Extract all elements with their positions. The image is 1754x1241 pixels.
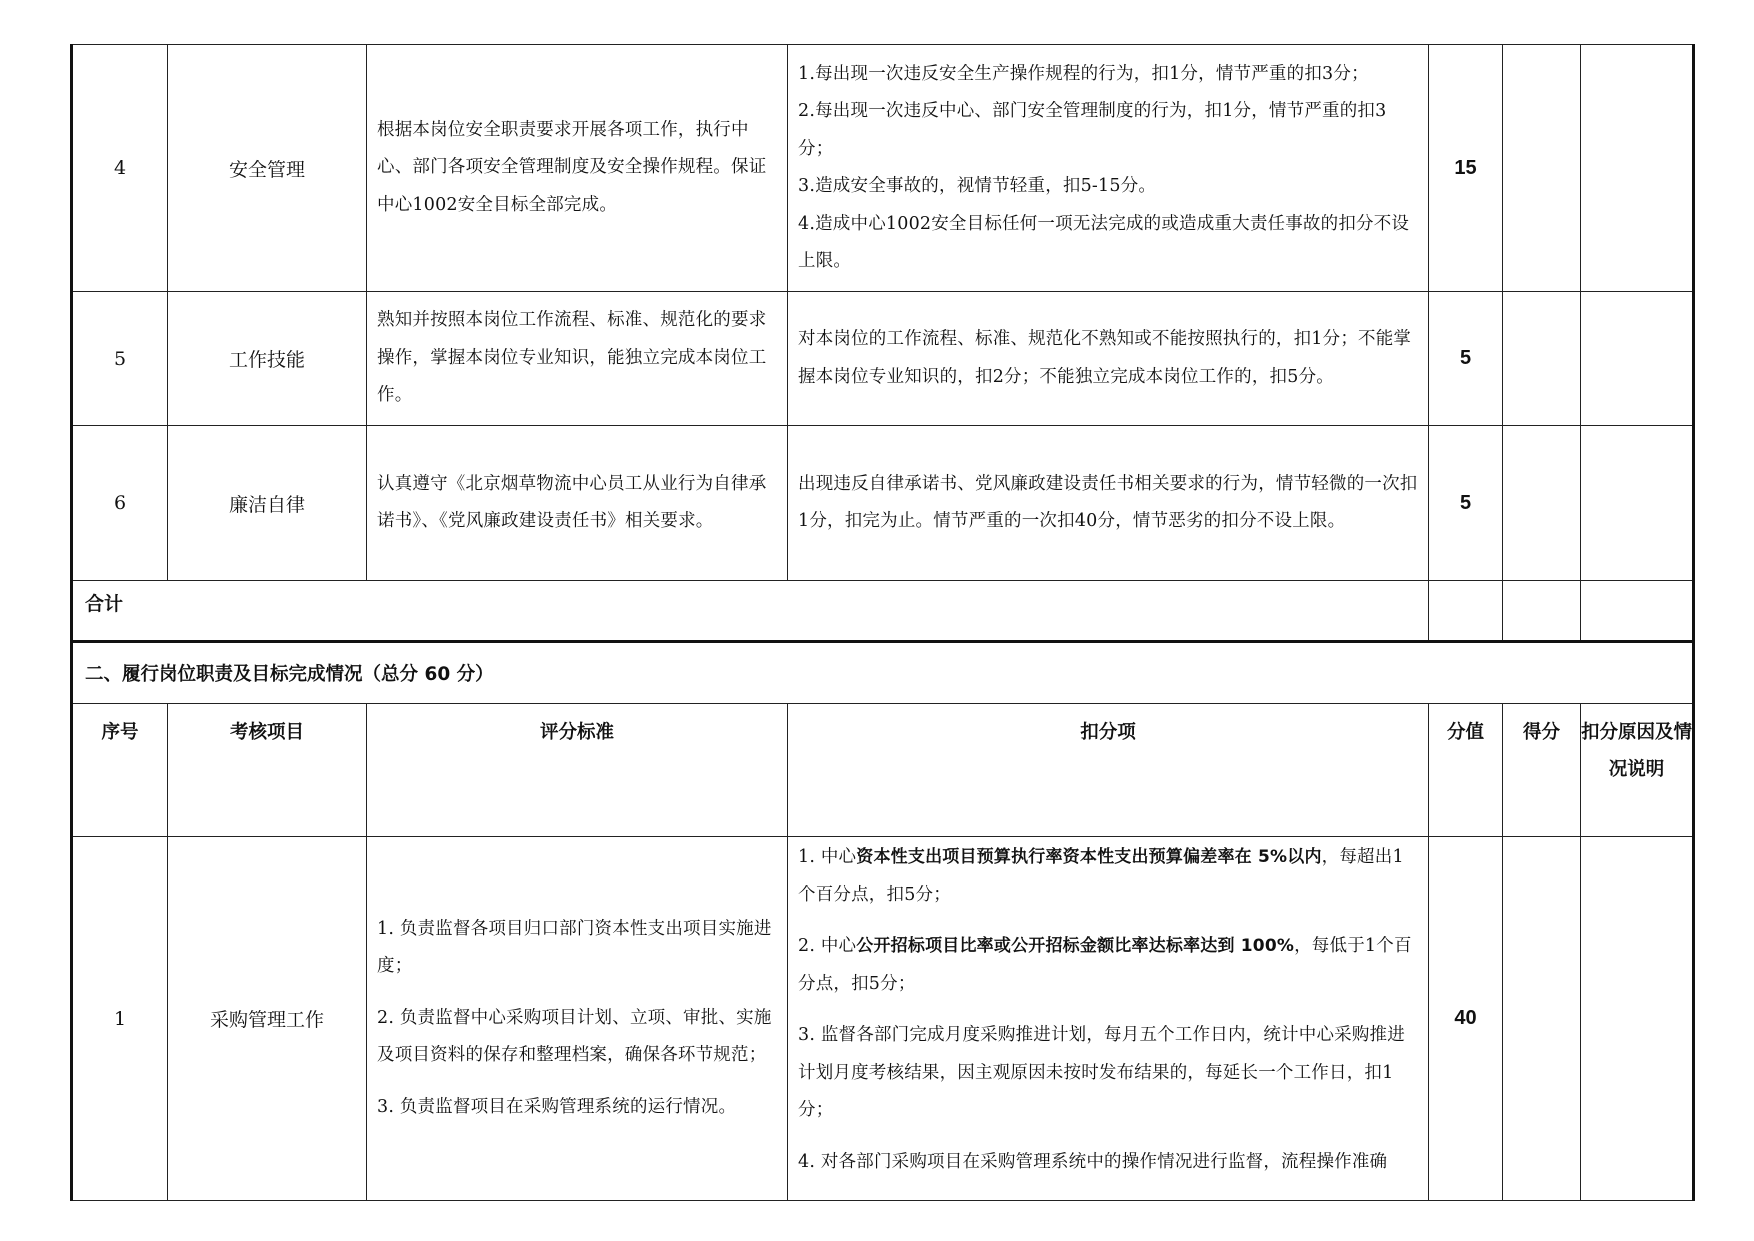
kpi-text: 资本性支出项目预算执行率资本性支出预算偏差率在 5%以内 <box>856 847 1322 867</box>
obtained-score-cell[interactable] <box>1503 292 1581 426</box>
assessment-sheet <box>70 44 1692 1201</box>
assessment-item: 工作技能 <box>168 292 367 426</box>
header-deductions: 扣分项 <box>788 704 1429 837</box>
total-remark-cell[interactable] <box>1581 581 1694 642</box>
score-value: 15 <box>1429 45 1503 292</box>
deduction-rule: ，每超出1个百分点，扣5分； <box>798 847 1404 905</box>
deduction-line: 4.造成中心1002安全目标任何一项无法完成的或造成重大责任事故的扣分不设上限。 <box>798 213 1410 271</box>
total-score-cell[interactable] <box>1429 581 1503 642</box>
header-no: 序号 <box>72 704 168 837</box>
deduction-line: 2.每出现一次违反中心、部门安全管理制度的行为，扣1分，情节严重的扣3分； <box>798 101 1387 159</box>
section-title-row <box>72 642 1694 704</box>
deduction-items <box>788 45 1429 292</box>
score-value: 5 <box>1429 292 1503 426</box>
deduction-reason-cell[interactable] <box>1581 45 1694 292</box>
assessment-item: 采购管理工作 <box>168 837 367 1201</box>
deduction-line: 1.每出现一次违反安全生产操作规程的行为，扣1分，情节严重的扣3分； <box>798 63 1369 84</box>
section-title: 二、履行岗位职责及目标完成情况（总分 60 分） <box>72 642 1694 704</box>
standard-line: 3. 负责监督项目在采购管理系统的运行情况。 <box>377 1096 737 1117</box>
deduction-items: 对本岗位的工作流程、标准、规范化不熟知或不能按照执行的，扣1分；不能掌握本岗位专业知识的，扣2分；不能独立完成本岗位工作的，扣5分。 <box>788 292 1429 426</box>
deduction-line <box>798 928 1418 1003</box>
total-label: 合计 <box>72 581 1429 642</box>
header-row <box>72 704 1694 837</box>
header-obtained: 得分 <box>1503 704 1581 837</box>
obtained-score-cell[interactable] <box>1503 837 1581 1201</box>
scoring-standard: 根据本岗位安全职责要求开展各项工作，执行中心、部门各项安全管理制度及安全操作规程。保证中心1002安全目标全部完成。 <box>367 45 788 292</box>
table-row <box>72 292 1694 426</box>
header-score: 分值 <box>1429 704 1503 837</box>
table-row <box>72 45 1694 292</box>
row-number: 4 <box>72 45 168 292</box>
standard-line: 2. 负责监督中心采购项目计划、立项、审批、实施及项目资料的保存和整理档案，确保各环节规范； <box>377 1007 772 1066</box>
assessment-table <box>70 44 1695 1201</box>
header-reason: 扣分原因及情况说明 <box>1581 704 1694 837</box>
deduction-items: 出现违反自律承诺书、党风廉政建设责任书相关要求的行为，情节轻微的一次扣1分，扣完为止。情节严重的一次扣40分，情节恶劣的扣分不设上限。 <box>788 426 1429 581</box>
table-row <box>72 837 1694 1201</box>
header-item: 考核项目 <box>168 704 367 837</box>
assessment-item: 安全管理 <box>168 45 367 292</box>
scoring-standard: 认真遵守《北京烟草物流中心员工从业行为自律承诺书》、《党风廉政建设责任书》相关要求。 <box>367 426 788 581</box>
table-row <box>72 426 1694 581</box>
deduction-line <box>798 839 1418 914</box>
score-value: 5 <box>1429 426 1503 581</box>
deduction-reason-cell[interactable] <box>1581 292 1694 426</box>
deduction-prefix: 2. 中心 <box>798 936 857 956</box>
deduction-items <box>788 837 1429 1201</box>
row-number: 1 <box>72 837 168 1201</box>
row-number: 6 <box>72 426 168 581</box>
obtained-score-cell[interactable] <box>1503 45 1581 292</box>
deduction-prefix: 1. 中心 <box>798 847 857 867</box>
deduction-reason-cell[interactable] <box>1581 426 1694 581</box>
deduction-line: 3. 监督各部门完成月度采购推进计划，每月五个工作日内，统计中心采购推进计划月度考核结果，因主观原因未按时发布结果的，每延长一个工作日，扣1分； <box>798 1025 1405 1120</box>
obtained-score-cell[interactable] <box>1503 426 1581 581</box>
deduction-rule: ，每低于1个百分点，扣5分； <box>798 936 1412 994</box>
score-value: 40 <box>1429 837 1503 1201</box>
scoring-standard <box>367 837 788 1201</box>
deduction-line: 3.造成安全事故的，视情节轻重，扣5-15分。 <box>798 176 1157 196</box>
scoring-standard: 熟知并按照本岗位工作流程、标准、规范化的要求操作，掌握本岗位专业知识，能独立完成本岗位工作。 <box>367 292 788 426</box>
total-row <box>72 581 1694 642</box>
kpi-text: 公开招标项目比率或公开招标金额比率达标率达到 100% <box>856 936 1295 956</box>
header-standard: 评分标准 <box>367 704 788 837</box>
row-number: 5 <box>72 292 168 426</box>
assessment-item: 廉洁自律 <box>168 426 367 581</box>
standard-line: 1. 负责监督各项目归口部门资本性支出项目实施进度； <box>377 918 772 977</box>
total-obtained-cell[interactable] <box>1503 581 1581 642</box>
deduction-reason-cell[interactable] <box>1581 837 1694 1201</box>
deduction-line: 4. 对各部门采购项目在采购管理系统中的操作情况进行监督，流程操作准确 <box>798 1151 1388 1172</box>
